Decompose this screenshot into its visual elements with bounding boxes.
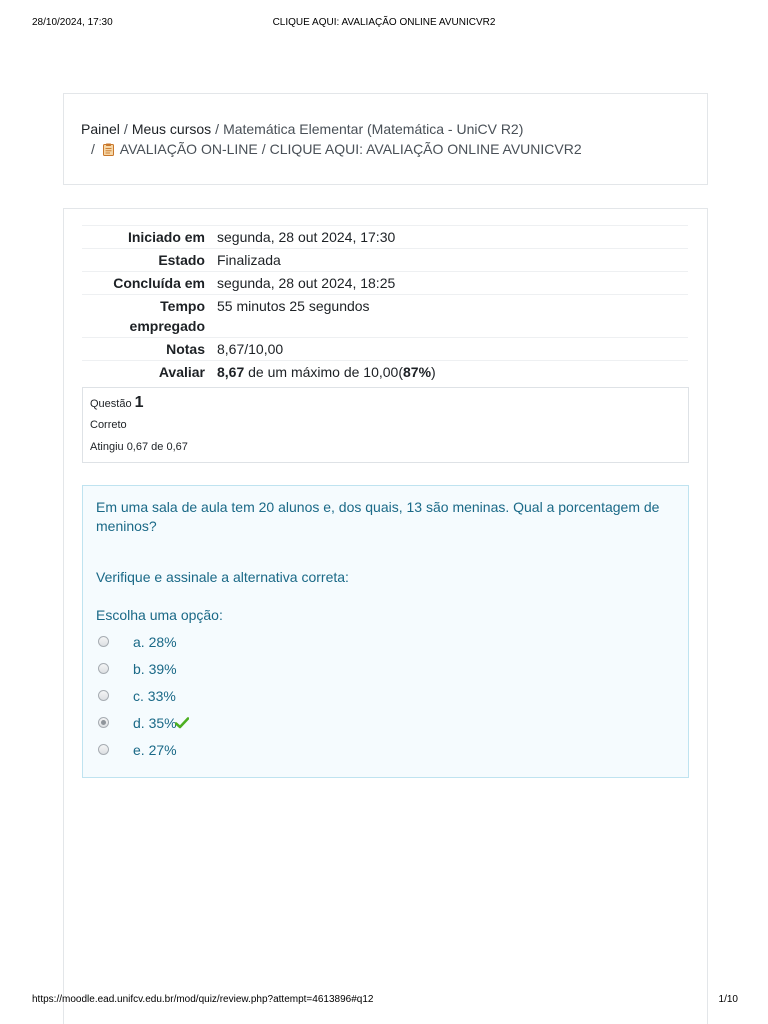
summary-row-notas xyxy=(82,337,688,360)
question-number xyxy=(90,394,144,412)
avaliar-score: 8,67 xyxy=(217,364,245,380)
breadcrumb-meus-cursos[interactable]: Meus cursos xyxy=(131,121,212,137)
breadcrumb-separator: / xyxy=(123,121,128,137)
print-page-number: 1/10 xyxy=(718,994,738,1005)
answer-option-b[interactable] xyxy=(98,655,189,682)
summary-row-concluida xyxy=(82,271,688,294)
summary-label: Tempo empregado xyxy=(129,298,205,334)
summary-row-tempo xyxy=(82,294,688,337)
summary-row-avaliar xyxy=(82,360,688,383)
avaliar-percent: 87% xyxy=(403,364,432,380)
radio-button-checked[interactable] xyxy=(98,717,109,728)
radio-button[interactable] xyxy=(98,744,109,755)
answer-list xyxy=(98,628,189,763)
breadcrumb-separator: / xyxy=(91,141,95,157)
summary-row-estado xyxy=(82,248,688,271)
answer-option-a[interactable] xyxy=(98,628,189,655)
question-instruction: Verifique e assinale a alternativa correta: xyxy=(96,569,349,585)
summary-label: Avaliar xyxy=(158,364,205,380)
quiz-clipboard-icon xyxy=(103,143,114,156)
breadcrumb-separator: / xyxy=(261,141,266,157)
avaliar-text: de um máximo de 10,00( xyxy=(244,364,403,380)
breadcrumb-separator: / xyxy=(215,121,220,137)
breadcrumb xyxy=(81,119,681,159)
answer-option-d[interactable] xyxy=(98,709,189,736)
summary-label: Notas xyxy=(166,341,205,357)
answer-option-e[interactable] xyxy=(98,736,189,763)
avaliar-close: ) xyxy=(431,364,436,380)
radio-button[interactable] xyxy=(98,636,109,647)
print-datetime: 28/10/2024, 17:30 xyxy=(32,17,113,28)
question-text: Em uma sala de aula tem 20 alunos e, dos quais, 13 são meninas. Qual a porcentagem de meninos? xyxy=(96,499,660,534)
question-number-value: 1 xyxy=(134,394,144,411)
summary-value: Finalizada xyxy=(217,252,281,268)
summary-value: 55 minutos 25 segundos xyxy=(217,298,370,314)
summary-row-iniciado xyxy=(82,225,688,248)
print-title: CLIQUE AQUI: AVALIAÇÃO ONLINE AVUNICVR2 xyxy=(272,17,496,28)
breadcrumb-painel[interactable]: Painel xyxy=(81,121,120,137)
summary-label: Iniciado em xyxy=(127,229,205,245)
summary-label: Estado xyxy=(158,252,205,268)
question-info-box xyxy=(82,387,689,463)
question-state: Correto xyxy=(90,419,127,431)
radio-button[interactable] xyxy=(98,690,109,701)
summary-value: 8,67/10,00 xyxy=(217,341,284,357)
print-header xyxy=(0,17,768,31)
answer-label: e. 27% xyxy=(133,741,177,758)
attempt-summary-table xyxy=(82,225,688,383)
summary-label: Concluída em xyxy=(113,275,205,291)
breadcrumb-atividade[interactable]: CLIQUE AQUI: AVALIAÇÃO ONLINE AVUNICVR2 xyxy=(269,141,582,157)
breadcrumb-secao[interactable]: AVALIAÇÃO ON-LINE xyxy=(119,141,258,157)
summary-value: segunda, 28 out 2024, 18:25 xyxy=(217,275,396,291)
breadcrumb-card xyxy=(63,93,708,185)
correct-check-icon xyxy=(175,717,189,729)
print-footer xyxy=(0,994,768,1008)
answer-label: b. 39% xyxy=(133,660,177,677)
radio-button[interactable] xyxy=(98,663,109,674)
answer-label: c. 33% xyxy=(133,687,176,704)
answer-label: a. 28% xyxy=(133,633,177,650)
print-url: https://moodle.ead.unifcv.edu.br/mod/quiz/review.php?attempt=4613896#q12 xyxy=(32,994,374,1005)
breadcrumb-curso[interactable]: Matemática Elementar (Matemática - UniCV R2) xyxy=(223,121,524,137)
question-prefix: Questão xyxy=(90,398,132,410)
answer-label: d. 35% xyxy=(133,714,177,731)
summary-value-avaliar xyxy=(212,362,436,382)
answer-option-c[interactable] xyxy=(98,682,189,709)
question-grade: Atingiu 0,67 de 0,67 xyxy=(90,441,188,453)
question-content-box xyxy=(82,485,689,778)
answer-prompt: Escolha uma opção: xyxy=(96,607,223,623)
summary-value: segunda, 28 out 2024, 17:30 xyxy=(217,229,396,245)
